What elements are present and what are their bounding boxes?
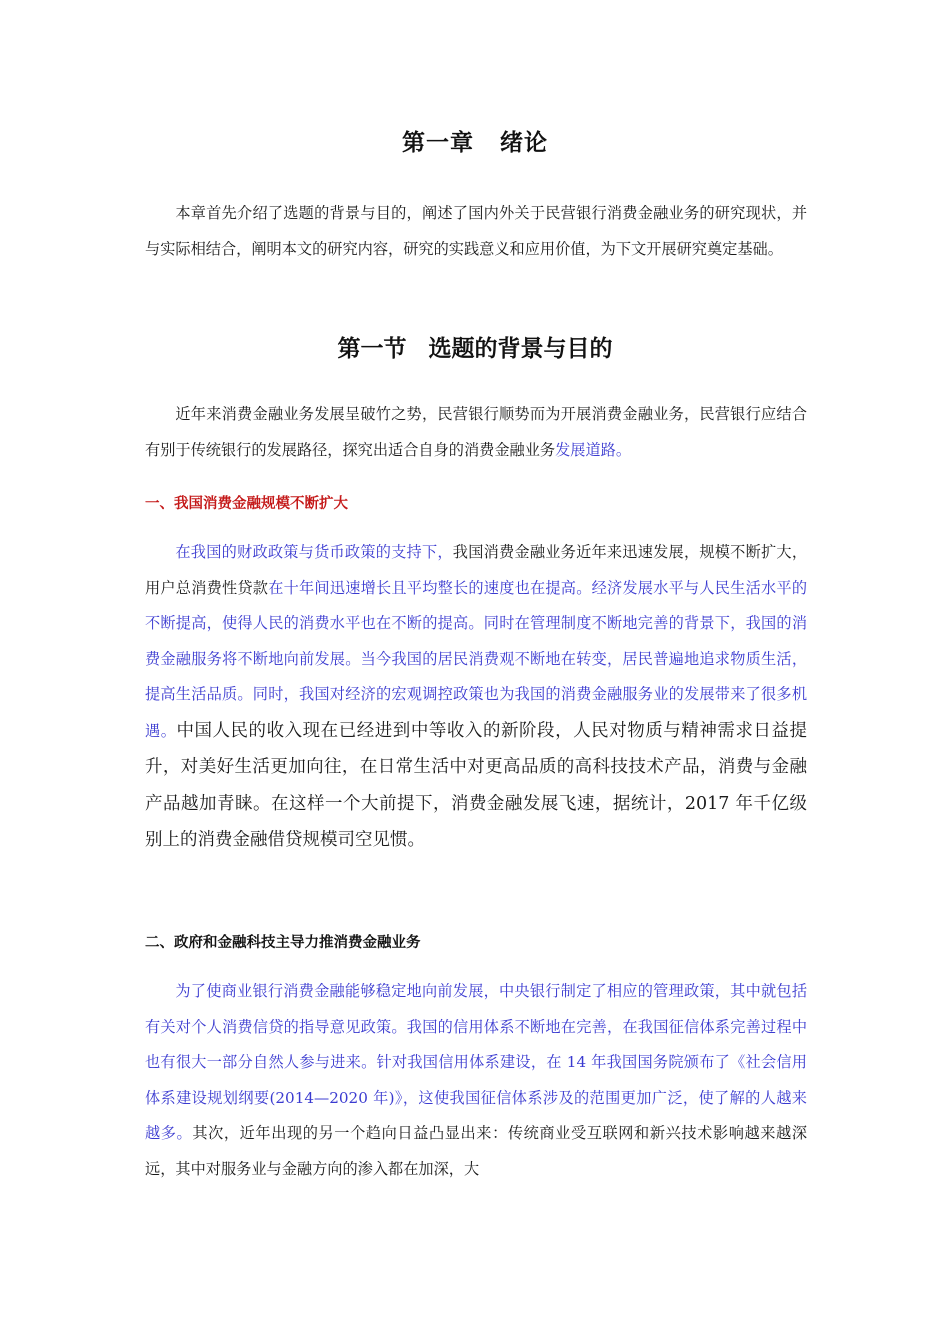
section-title: [0, 330, 950, 363]
section-intro-text: 近年来消费金融业务发展呈破竹之势，民营银行顺势而为开展消费金融业务，民营银行应结合有别于传统银行的发展路径，探究出适合自身的消费金融业务: [145, 405, 807, 459]
subsection-2-heading: 二、政府和金融科技主导力推消费金融业务: [145, 935, 421, 951]
subsection-1-black-1: 我国消费金融业务近年来迅速发展，规模不断扩大，用户总消费性贷款: [145, 543, 808, 597]
section-intro-link: 发展道路: [555, 440, 616, 459]
subsection-1-blue-1: 在我国的财政政策与货币政策的支持下，: [175, 543, 453, 561]
chapter-number: 第一章: [402, 130, 474, 156]
subsection-2-black: 其次，近年出现的另一个趋向日益凸显出来：传统商业受互联网和新兴技术影响越来越深远，其中对服务业与金融方向的渗入都在加深，大: [145, 1124, 808, 1178]
subsection-2-blue: 为了使商业银行消费金融能够稳定地向前发展，中央银行制定了相应的管理政策，其中就包括有关对个人消费信贷的指导意见政策。我国的信用体系不断地在完善，在我国征信体系完善过程中也有很大一部分自然人参与进来。针对我国信用体系建设，在 14 年我国国务院颁布了《社会信用体系建设规划纲要(2014—2020 年)》，这使我国征信体系涉及的范围更加广泛，使了解的人越来越多。: [145, 982, 807, 1142]
chapter-intro-paragraph: 本章首先介绍了选题的背景与目的，阐述了国内外关于民营银行消费金融业务的研究现状，并与实际相结合，阐明本文的研究内容，研究的实践意义和应用价值，为下文开展研究奠定基础。: [145, 204, 807, 258]
subsection-1-blue-2: 在十年间迅速增长且平均整长的速度也在提高。经济发展水平与人民生活水平的不断提高，使得人民的消费水平也在不断的提高。同时在管理制度不断地完善的背景下，我国的消费金融服务将不断地向前发展。当今我国的居民消费观不断地在转变，居民普遍地追求物质生活，提高生活品质。同时，我国对经济的宏观调控政策也为我国的消费金融服务业的发展带来了很多机遇。: [145, 578, 808, 740]
chapter-title: [0, 124, 950, 157]
subsection-1-paragraph: [145, 535, 807, 859]
section-intro-end: 。: [615, 440, 631, 459]
section-number: 第一节: [337, 336, 407, 362]
chapter-name: 绪论: [500, 130, 548, 156]
section-intro-paragraph: [145, 397, 807, 468]
subsection-1-large-text: 中国人民的收入现在已经进到中等收入的新阶段，人民对物质与精神需求日益提升，对美好生活更加向往，在日常生活中对更高品质的高科技技术产品，消费与金融产品越加青睐。在这样一个大前提下，消费金融发展飞速，据统计，2017 年千亿级别上的消费金融借贷规模司空见惯。: [145, 720, 807, 850]
subsection-1-heading: 一、我国消费金融规模不断扩大: [145, 496, 348, 512]
section-name: 选题的背景与目的: [428, 336, 613, 362]
subsection-2-paragraph: [145, 974, 807, 1187]
